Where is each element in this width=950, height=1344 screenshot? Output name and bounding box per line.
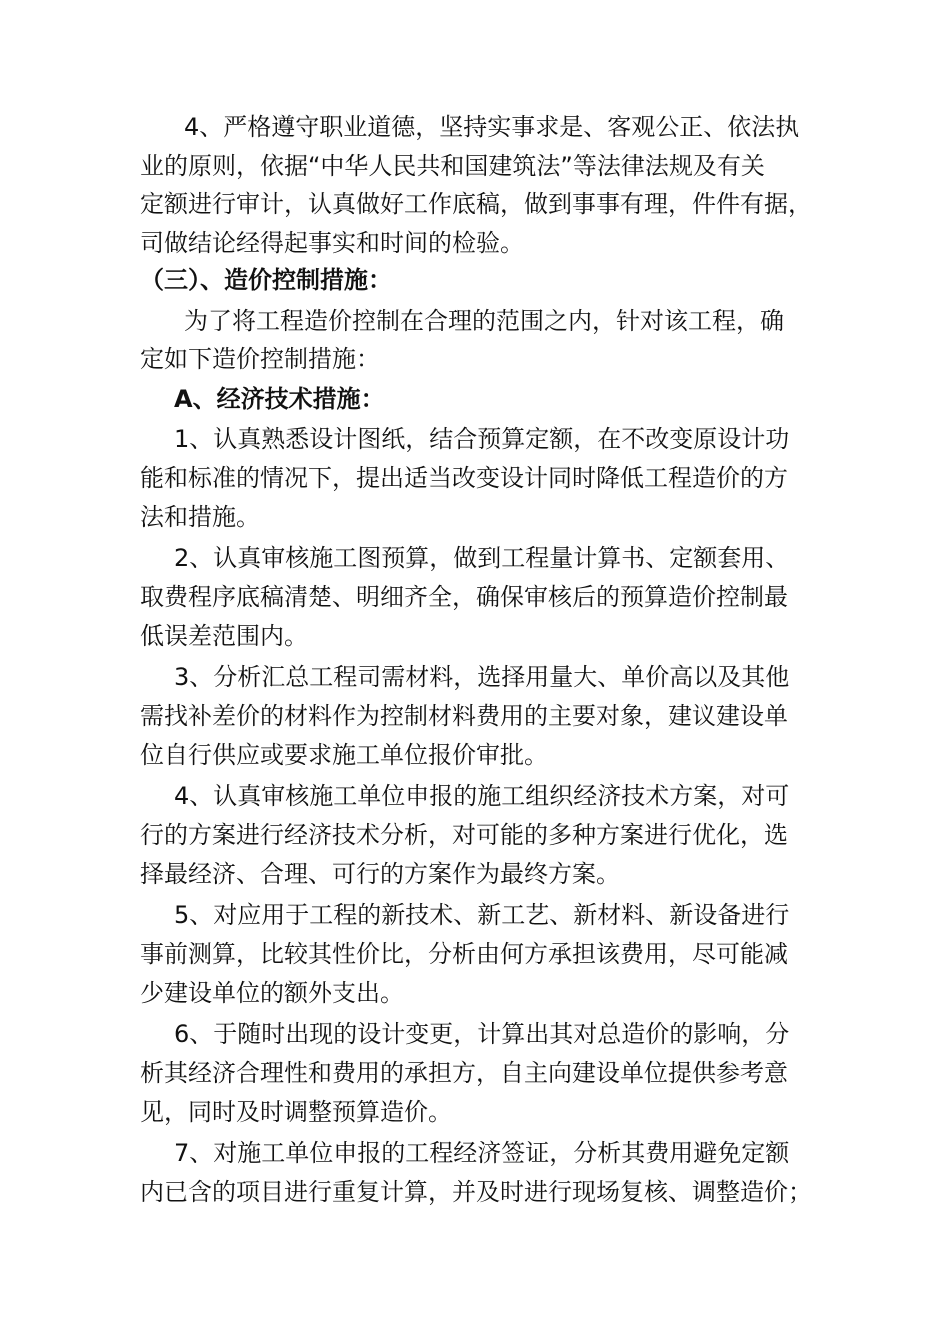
text-line: 少建设单位的额外支出。 (140, 979, 404, 1007)
text-line: 见，同时及时调整预算造价。 (140, 1098, 452, 1126)
text-line: 业的原则，依据“中华人民共和国建筑法”等法律法规及有关 (140, 152, 765, 180)
section-heading: （三）、造价控制措施： (140, 266, 392, 294)
text-line: 3、分析汇总工程司需材料，选择用量大、单价高以及其他 (174, 663, 790, 691)
text-line: 择最经济、合理、可行的方案作为最终方案。 (140, 860, 620, 888)
text-line: 定如下造价控制措施： (140, 345, 380, 373)
text-line: 4、严格遵守职业道德，坚持实事求是、客观公正、依法执 (184, 113, 800, 141)
text-line: 内已含的项目进行重复计算，并及时进行现场复核、调整造价； (140, 1178, 812, 1206)
text-line: 为了将工程造价控制在合理的范围之内，针对该工程，确 (184, 307, 784, 335)
text-line: 司做结论经得起事实和时间的检验。 (140, 229, 524, 257)
subsection-heading: A、经济技术措施： (174, 385, 385, 413)
text-line: 需找补差价的材料作为控制材料费用的主要对象，建议建设单 (140, 702, 788, 730)
text-line: 7、对施工单位申报的工程经济签证，分析其费用避免定额 (174, 1139, 790, 1167)
text-line: 位自行供应或要求施工单位报价审批。 (140, 741, 548, 769)
text-line: 能和标准的情况下，提出适当改变设计同时降低工程造价的方 (140, 464, 788, 492)
text-line: 事前测算，比较其性价比，分析由何方承担该费用，尽可能减 (140, 940, 788, 968)
text-line: 法和措施。 (140, 503, 260, 531)
text-line: 2、认真审核施工图预算，做到工程量计算书、定额套用、 (174, 544, 790, 572)
text-line: 行的方案进行经济技术分析，对可能的多种方案进行优化，选 (140, 821, 788, 849)
text-line: 4、认真审核施工单位申报的施工组织经济技术方案，对可 (174, 782, 790, 810)
text-line: 6、于随时出现的设计变更，计算出其对总造价的影响，分 (174, 1020, 790, 1048)
text-line: 低误差范围内。 (140, 622, 308, 650)
text-line: 取费程序底稿清楚、明细齐全，确保审核后的预算造价控制最 (140, 583, 788, 611)
text-line: 5、对应用于工程的新技术、新工艺、新材料、新设备进行 (174, 901, 790, 929)
text-line: 定额进行审计，认真做好工作底稿，做到事事有理，件件有据， (140, 190, 812, 218)
text-line: 析其经济合理性和费用的承担方，自主向建设单位提供参考意 (140, 1059, 788, 1087)
text-line: 1、认真熟悉设计图纸，结合预算定额，在不改变原设计功 (174, 425, 790, 453)
